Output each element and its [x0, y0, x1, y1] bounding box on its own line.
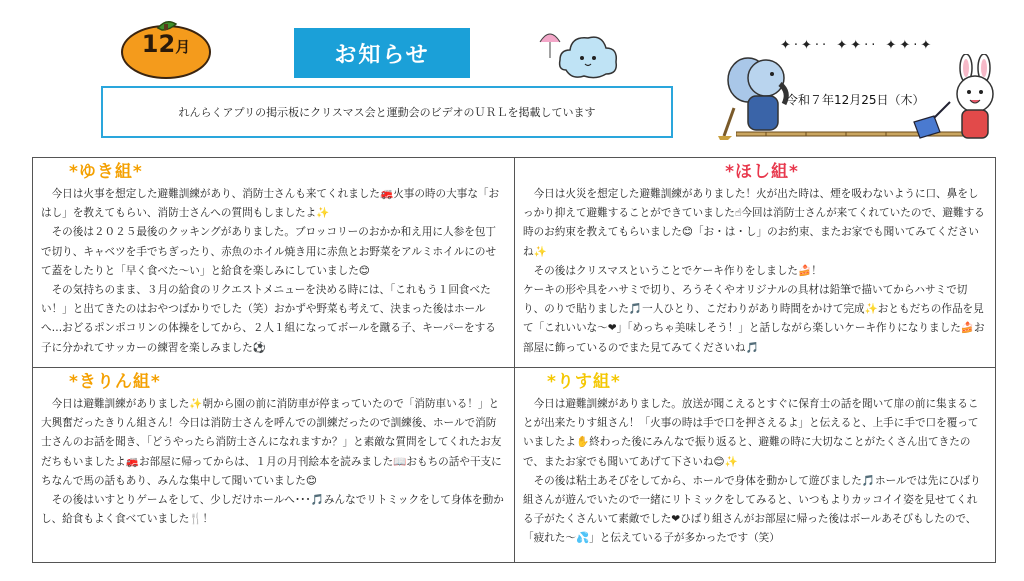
section-paragraph: その後は粘土あそびをしてから、ホールで身体を動かして遊びました🎵ホールでは先にひばり組さんが遊んでいたので一緒にリトミックをしてみると、いつもよりカッコイイ姿を見せてくれる子がたくさんいて素敵でした❤ひばり組さんがお部屋に帰った後はボールあそびもしたので、「疲れた〜💦」と伝えている子が多かったです（笑）	[523, 474, 981, 545]
section-title: *きりん組*	[69, 372, 161, 392]
notice-text: れんらくアプリの掲示板にクリスマス会と運動会のビデオのＵＲＬを掲載しています	[178, 106, 596, 119]
cloud-umbrella-icon	[536, 24, 622, 84]
section-yuki	[33, 158, 515, 368]
month-badge	[118, 14, 214, 80]
section-hoshi	[515, 158, 995, 368]
class-reports-grid	[32, 157, 996, 563]
section-paragraph: 今日は火災を想定した避難訓練がありました！火が出た時は、煙を吸わないように口、鼻をしっかり抑えて避難することができていました☝今回は消防士さんが来てくれていたので、避難する時のお約束を教えてもらいました😊「お・は・し」のお約束、またお家でも聞いてみてくださいね✨	[523, 188, 985, 258]
stars-decoration: ✦·✦·· ✦✦·· ✦✦·✦	[780, 38, 935, 53]
section-paragraph: 今日は避難訓練がありました。放送が聞こえるとすぐに保育士の話を聞いて扉の前に集まることが出来たりす組さん！「火事の時は手で口を押さえるよ」と伝えると、上手に手で口を覆っていましたよ✋終わった後にみんなで振り返ると、避難の時に大切なことがたくさん出てきたので、またお家でも聞いてあげて下さいね😊✨	[523, 398, 979, 468]
section-risu	[515, 368, 995, 562]
page-title: お知らせ	[294, 28, 470, 78]
section-paragraph: ケーキの形や具をハサミで切り、ろうそくやオリジナルの具材は鉛筆で描いてからハサミで切り、のりで貼りました🎵一人ひとり、こだわりがあり時間をかけて完成✨おともだちの作品を見て「これいいな〜❤」「めっちゃ美味しそう！」と話しながら楽しいケーキ作りになりました🍰お部屋に飾っているのでまた見てみてくださいね🎵	[523, 284, 985, 354]
section-paragraph: 今日は避難訓練がありました✨朝から園の前に消防車が停まっていたので「消防車いる！」と大興奮だったきりん組さん！今日は消防士さんを呼んでの訓練だったので訓練後、ホールで消防士さんのお話を聞き、「どうやったら消防士さんになれますか？」と素敵な質問をしてくれたお友だちもいましたよ🚒お部屋に帰ってからは、１月の月刊絵本を読みました📖おもちの話や干支にちなんで馬の話もあり、みんな集中して聞いていました😊	[41, 398, 502, 487]
section-paragraph: その後は２０２５最後のクッキングがありました。ブロッコリーのおかか和え用に人参を包丁で切り、キャベツを手でちぎったり、赤魚のホイル焼き用に赤魚とお野菜をアルミホイルにのせて蓋をしたりと「早く食べた〜い」と給食を楽しみにしていました😊	[41, 226, 497, 277]
section-paragraph: その後はクリスマスということでケーキ作りをしました🍰！	[533, 264, 822, 277]
section-paragraph: 今日は火事を想定した避難訓練があり、消防士さんも来てくれました🚒火事の時の大事な「おはし」を教えてもらい、消防士さんへの質問もしましたよ✨	[41, 188, 500, 220]
section-title: *りす組*	[547, 372, 621, 392]
section-paragraph: その気持ちのまま、３月の給食のリクエストメニューを決める時には、「これもう１回食べたい！」と出てきたのはおやつばかりでした（笑）おかずや野菜も考えて、決まった後はホールへ…おどるポンポコリンの体操をしてから、２人１組になってボールを蹴る子、キーパーをする子に分かれてサッカーの練習を楽しみました⚽	[41, 284, 496, 354]
month-label: 12月	[141, 30, 191, 58]
section-paragraph: その後はいすとりゲームをして、少しだけホールへ･･･🎵みんなでリトミックをして身体を動かし、給食もよく食べていました🍴！	[41, 494, 504, 526]
section-title: *ほし組*	[725, 162, 799, 182]
rabbit-dustpan-icon	[944, 54, 1006, 142]
issue-date: 令和７年12月25日（木）	[786, 93, 925, 107]
section-title: *ゆき組*	[69, 162, 143, 182]
section-kirin	[33, 368, 515, 562]
notice-banner	[101, 86, 673, 138]
